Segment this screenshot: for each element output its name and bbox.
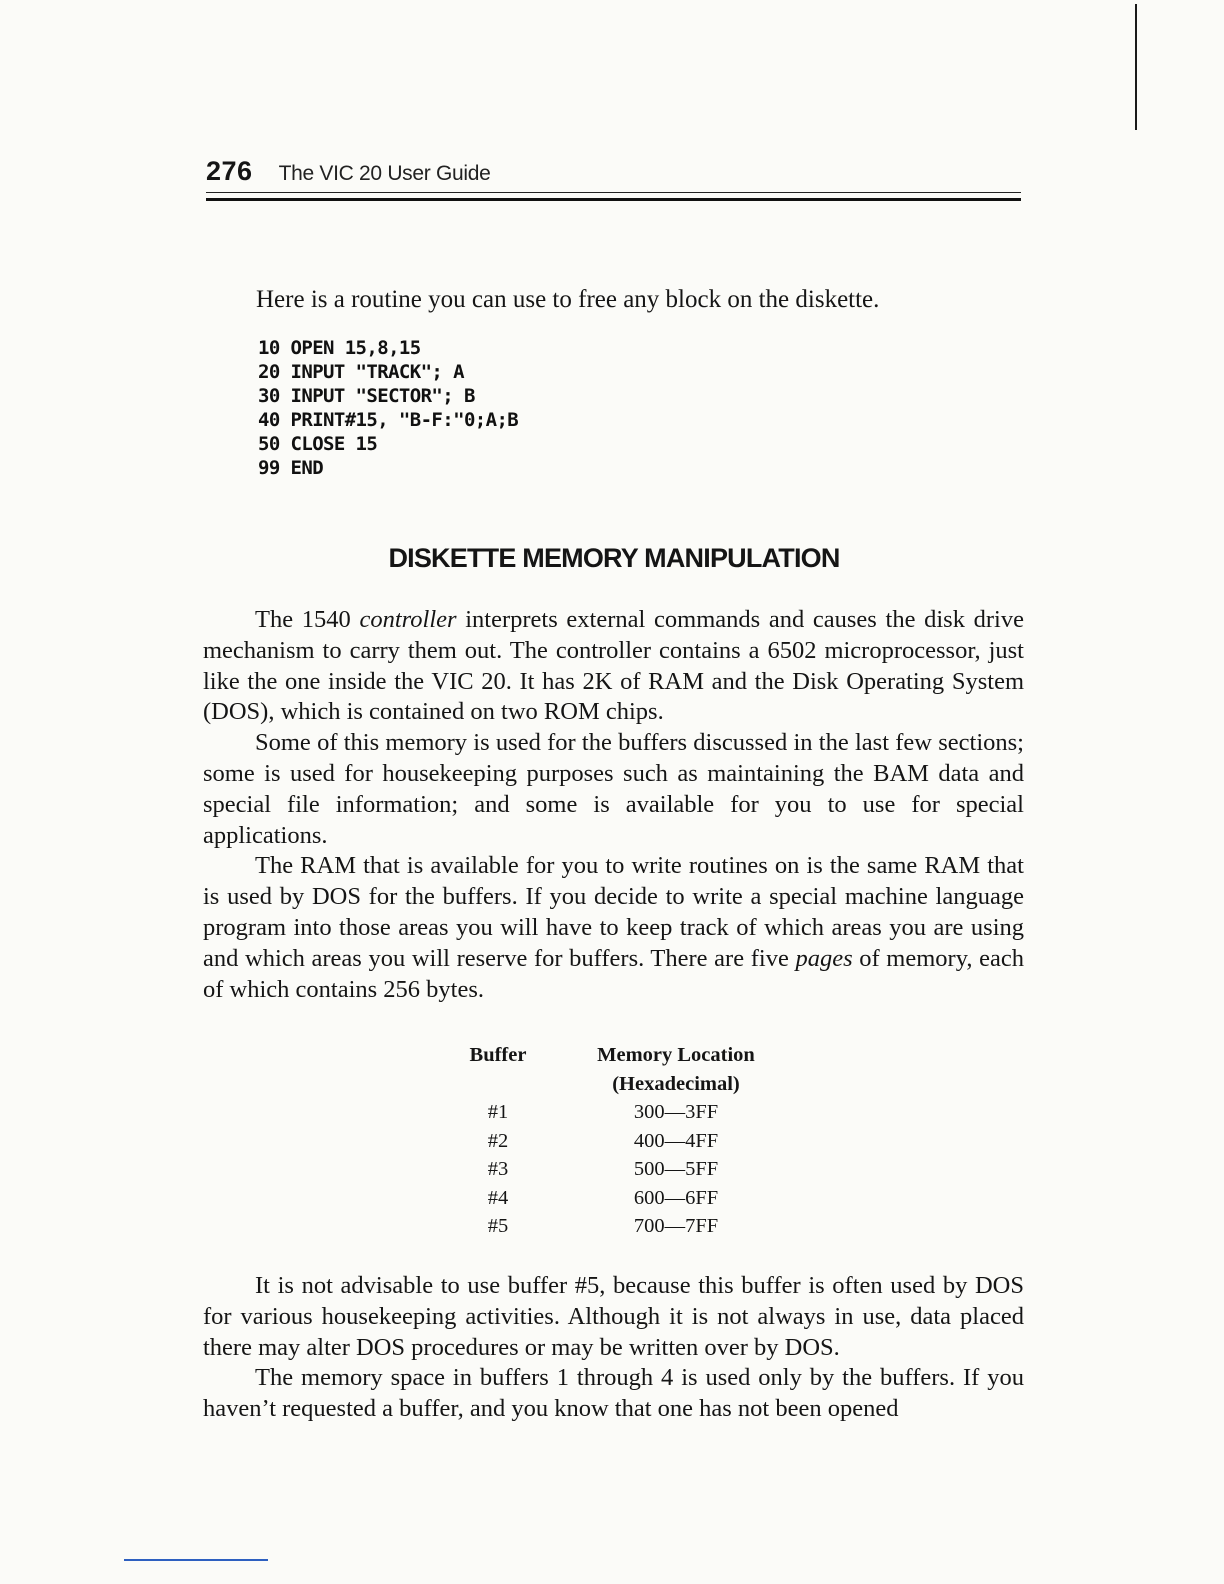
header-memory-location: Memory Location	[597, 1044, 755, 1066]
table-header-row	[440, 1070, 786, 1099]
buffer-cell: #3	[487, 1158, 509, 1180]
scan-bottom-mark	[124, 1559, 268, 1561]
basic-code-listing	[258, 336, 518, 480]
running-title: The VIC 20 User Guide	[278, 162, 491, 185]
buffer-cell: #2	[487, 1129, 509, 1152]
code-line: 50 CLOSE 15	[258, 433, 378, 455]
header-buffer: Buffer	[469, 1044, 527, 1066]
paragraph-buffers-1-4: The memory space in buffers 1 through 4 is used only by the buffers. If you haven’t requested a buffer, and you know that one has not been opened	[203, 1364, 1024, 1423]
buffer-cell: #4	[487, 1186, 509, 1209]
code-line: 40 PRINT#15, "B-F:"0;A;B	[258, 409, 519, 431]
scan-edge-line	[1135, 4, 1137, 130]
code-line: 20 INPUT "TRACK"; A	[258, 361, 464, 383]
code-line: 99 END	[258, 457, 324, 479]
location-cell: 700—7FF	[633, 1215, 719, 1237]
paragraph-memory-usage: Some of this memory is used for the buffers discussed in the last few sections; some is used for housekeeping purposes such as maintaining the BAM data and special file information; and some is available for you to use for special applications.	[203, 729, 1024, 849]
header-rule-thick	[206, 198, 1021, 201]
code-line: 30 INPUT "SECTOR"; B	[258, 385, 475, 407]
table-row	[440, 1212, 786, 1241]
table-row	[440, 1155, 786, 1184]
location-cell: 300—3FF	[633, 1101, 719, 1123]
paragraph-ram-pages	[203, 851, 1024, 1005]
paragraph-text: The RAM that is available for you to write routines on is the same RAM that is used by DOS for the buffers. If you decide to write a special machine language program into those areas you will have to keep track of which areas you are using and which areas you will reserve for buffers. There are five	[203, 852, 1024, 972]
location-cell: 500—5FF	[633, 1158, 719, 1180]
location-cell: 600—6FF	[633, 1186, 719, 1209]
table-row	[440, 1184, 786, 1213]
table-row	[440, 1127, 786, 1156]
paragraph-controller	[203, 605, 1024, 728]
location-cell: 400—4FF	[633, 1129, 719, 1152]
header-hexadecimal: (Hexadecimal)	[612, 1072, 740, 1095]
buffer-table	[440, 1041, 786, 1241]
paragraph-text: The 1540	[255, 606, 360, 633]
page-number: 276	[206, 156, 253, 186]
body-text-upper	[203, 605, 1024, 1005]
table-row	[440, 1098, 786, 1127]
emphasis-controller: controller	[359, 606, 457, 633]
paragraph-text: of memory, each of which contains 256 bytes.	[203, 944, 1024, 1003]
emphasis-pages: pages	[795, 944, 853, 972]
code-line: 10 OPEN 15,8,15	[258, 337, 421, 359]
paragraph-buffer-5: It is not advisable to use buffer #5, because this buffer is often used by DOS for various housekeeping activities. Although it is not always in use, data placed there may alter DOS procedures or may be written over by DOS.	[203, 1272, 1024, 1361]
paragraph-text: interprets external commands and causes the disk drive mechanism to carry them out. The controller contains a 6502 microprocessor, just like the one inside the VIC 20. It has 2K of RAM and the Disk Operating System (DOS), which is contained on two ROM chips.	[203, 606, 1024, 726]
buffer-cell: #5	[487, 1215, 509, 1237]
body-text-lower	[203, 1271, 1024, 1425]
page-header	[206, 156, 1022, 187]
table-header-row	[440, 1041, 786, 1070]
intro-sentence: Here is a routine you can use to free any block on the diskette.	[256, 286, 880, 313]
section-heading: DISKETTE MEMORY MANIPULATION	[388, 543, 840, 573]
header-rule-thin	[206, 192, 1021, 193]
buffer-cell: #1	[487, 1101, 509, 1123]
